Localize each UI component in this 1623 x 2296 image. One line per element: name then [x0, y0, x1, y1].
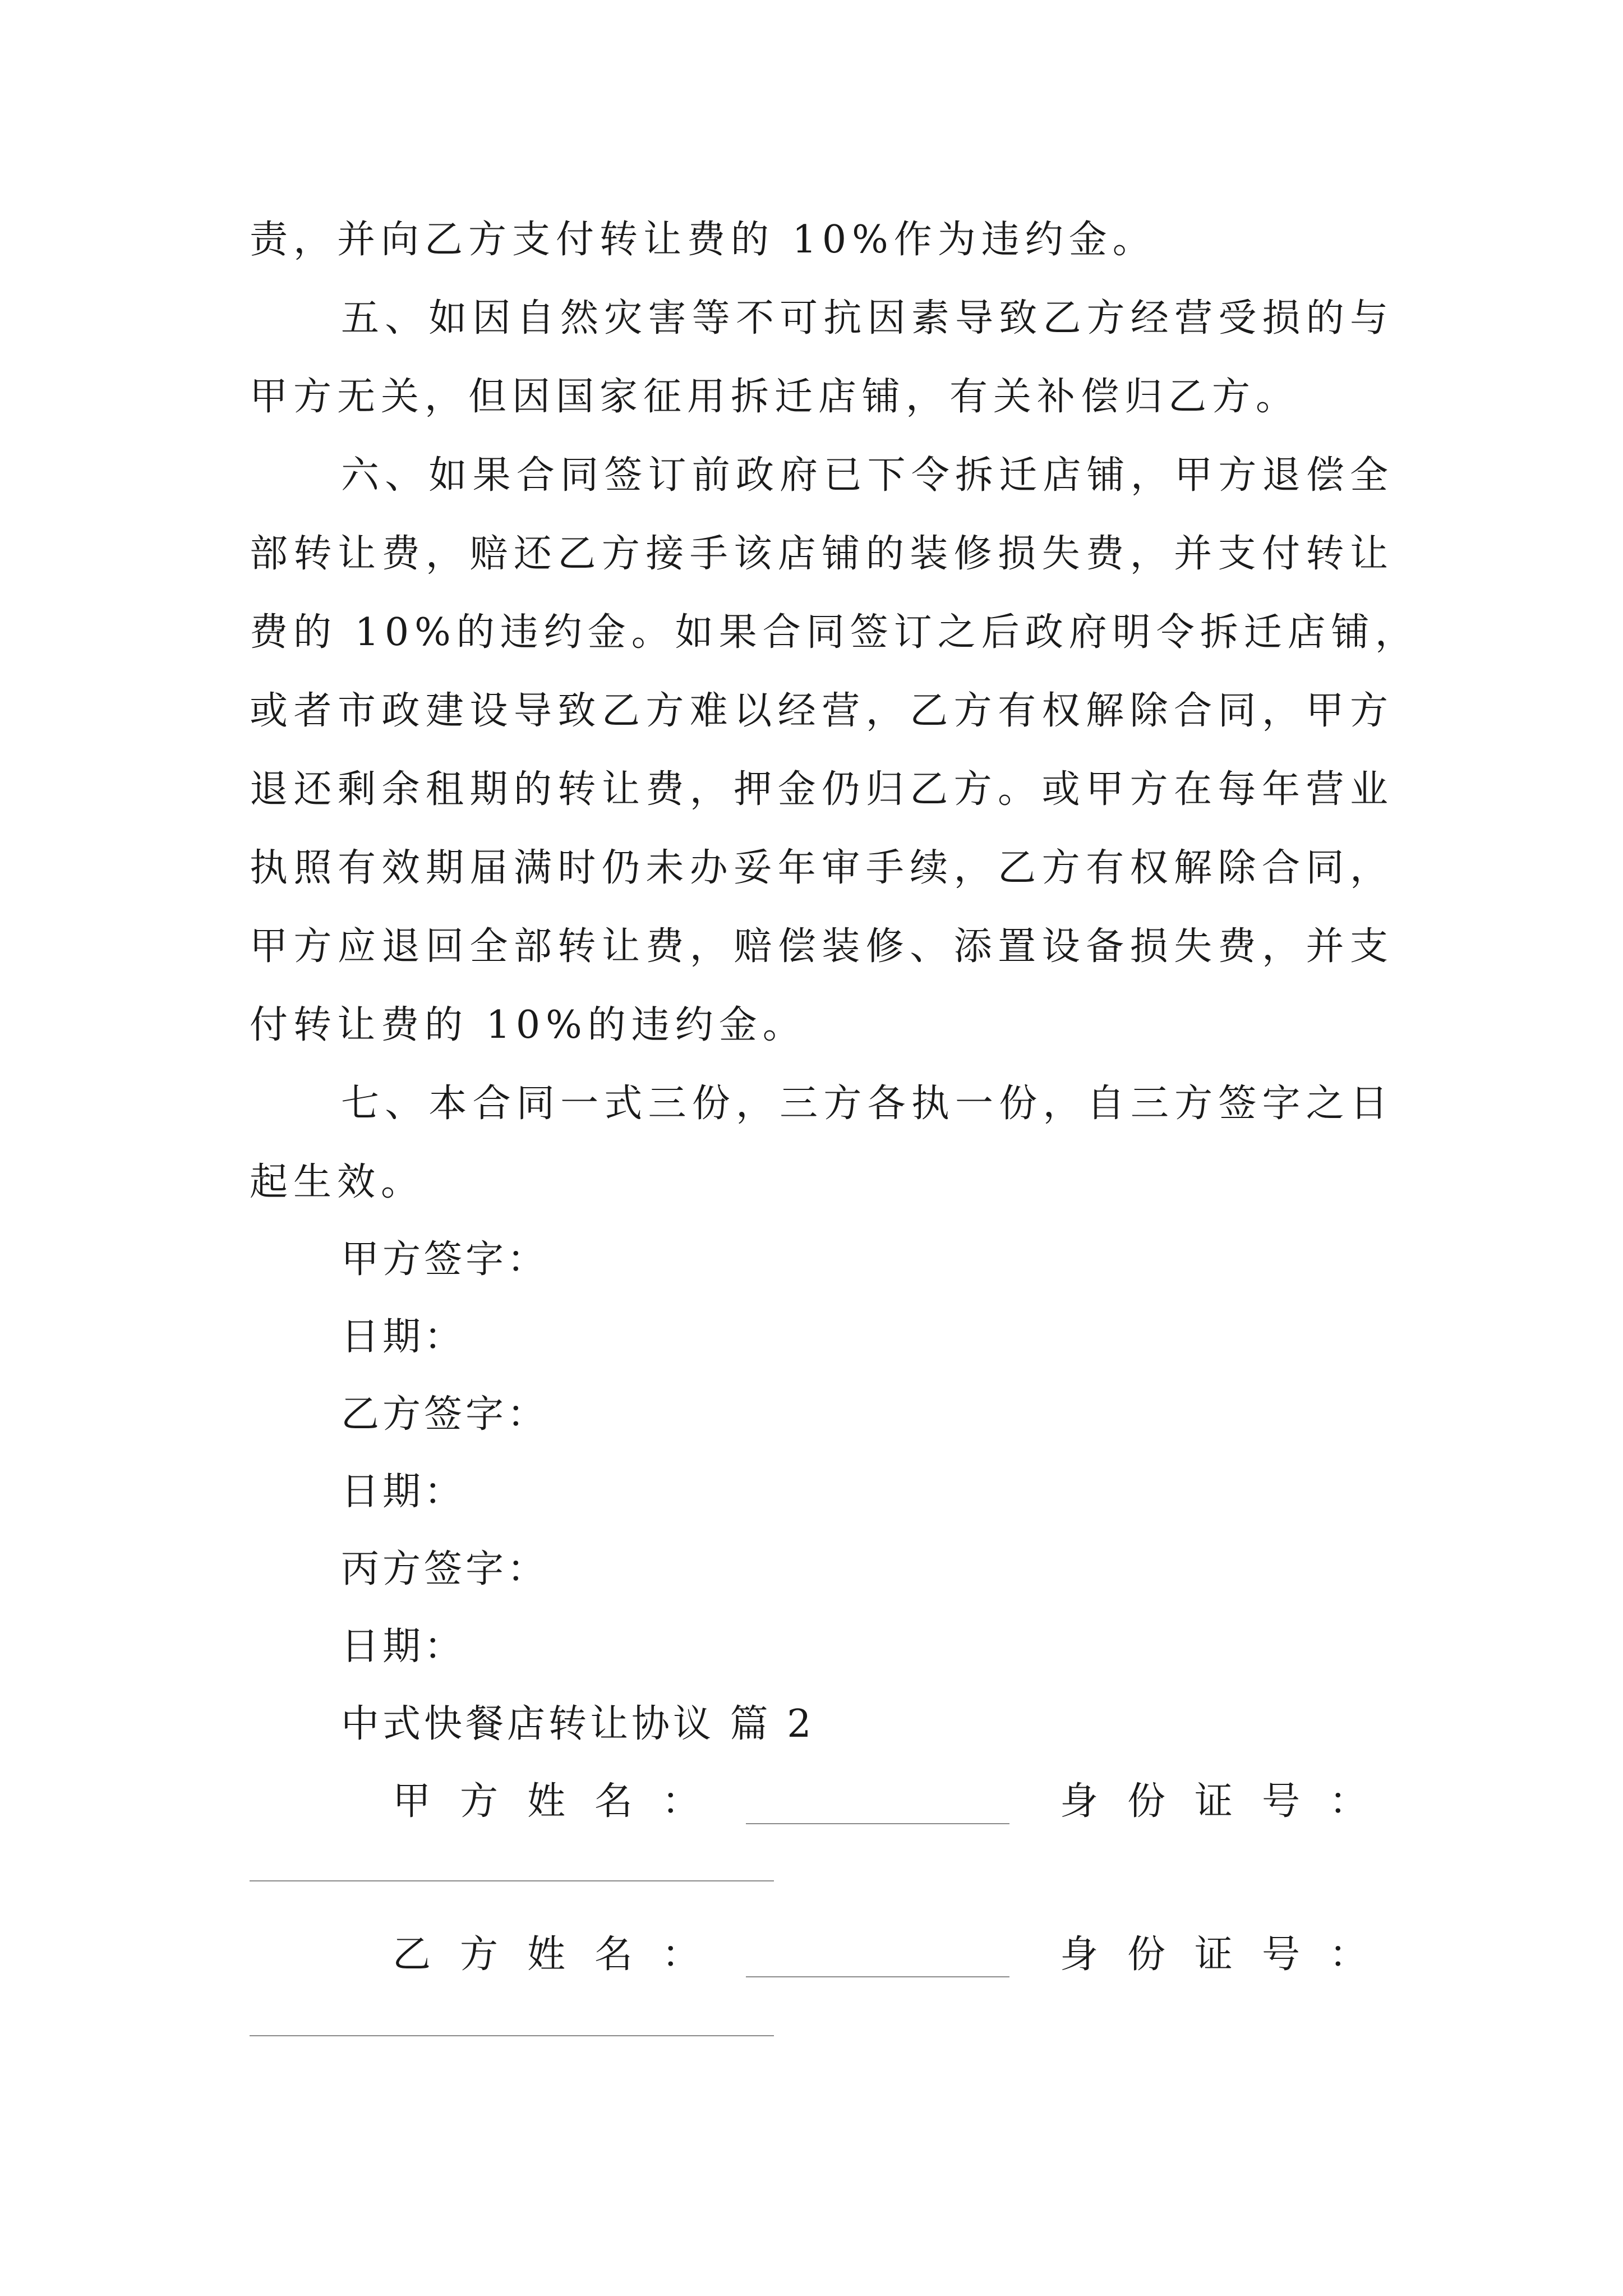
clause-6-line-7: 甲方应退回全部转让费，赔偿装修、添置设备损失费，并支	[250, 924, 1394, 969]
party-b-id-label: 身份证号：	[1060, 1932, 1397, 1977]
party-a-name-blank	[746, 1823, 1009, 1824]
party-a-signature-label: 甲方签字：	[341, 1237, 549, 1282]
party-b-name-label: 乙方姓名：	[393, 1932, 730, 1977]
clause-4-continuation: 责，并向乙方支付转让费的 10%作为违约金。	[250, 218, 1156, 262]
party-a-id-row	[393, 1779, 1402, 1824]
party-b-id-row	[393, 1932, 1402, 1977]
party-b-signature-label: 乙方签字：	[341, 1392, 549, 1437]
clause-5-line-1: 五、如因自然灾害等不可抗因素导致乙方经营受损的与	[341, 296, 1394, 341]
clause-6-line-5: 退还剩余租期的转让费，押金仍归乙方。或甲方在每年营业	[250, 767, 1394, 812]
clause-6-line-4: 或者市政建设导致乙方难以经营，乙方有权解除合同，甲方	[250, 689, 1394, 733]
party-a-id-label: 身份证号：	[1060, 1779, 1397, 1824]
clause-6-line-1: 六、如果合同签订前政府已下令拆迁店铺，甲方退偿全	[341, 453, 1394, 498]
party-c-date-label: 日期：	[341, 1625, 466, 1669]
clause-6-line-2: 部转让费，赔还乙方接手该店铺的装修损失费，并支付转让	[250, 532, 1394, 576]
party-a-id-blank	[250, 1880, 774, 1881]
clause-6-line-6: 执照有效期届满时仍未办妥年审手续，乙方有权解除合同，	[250, 846, 1394, 890]
party-a-date-label: 日期：	[341, 1315, 466, 1359]
clause-5-line-2: 甲方无关，但因国家征用拆迁店铺，有关补偿归乙方。	[250, 375, 1300, 419]
party-b-date-label: 日期：	[341, 1470, 466, 1514]
party-c-signature-label: 丙方签字：	[341, 1547, 549, 1591]
clause-6-line-3: 费的 10%的违约金。如果合同签订之后政府明令拆迁店铺，	[250, 610, 1419, 655]
clause-6-line-8: 付转让费的 10%的违约金。	[250, 1003, 806, 1047]
party-b-id-blank	[250, 2035, 774, 2036]
section-title: 中式快餐店转让协议 篇 2	[341, 1702, 815, 1746]
party-a-name-label: 甲方姓名：	[393, 1779, 730, 1824]
party-b-name-blank	[746, 1976, 1009, 1977]
clause-7-line-1: 七、本合同一式三份，三方各执一份，自三方签字之日	[341, 1082, 1394, 1126]
clause-7-line-2: 起生效。	[250, 1160, 425, 1204]
